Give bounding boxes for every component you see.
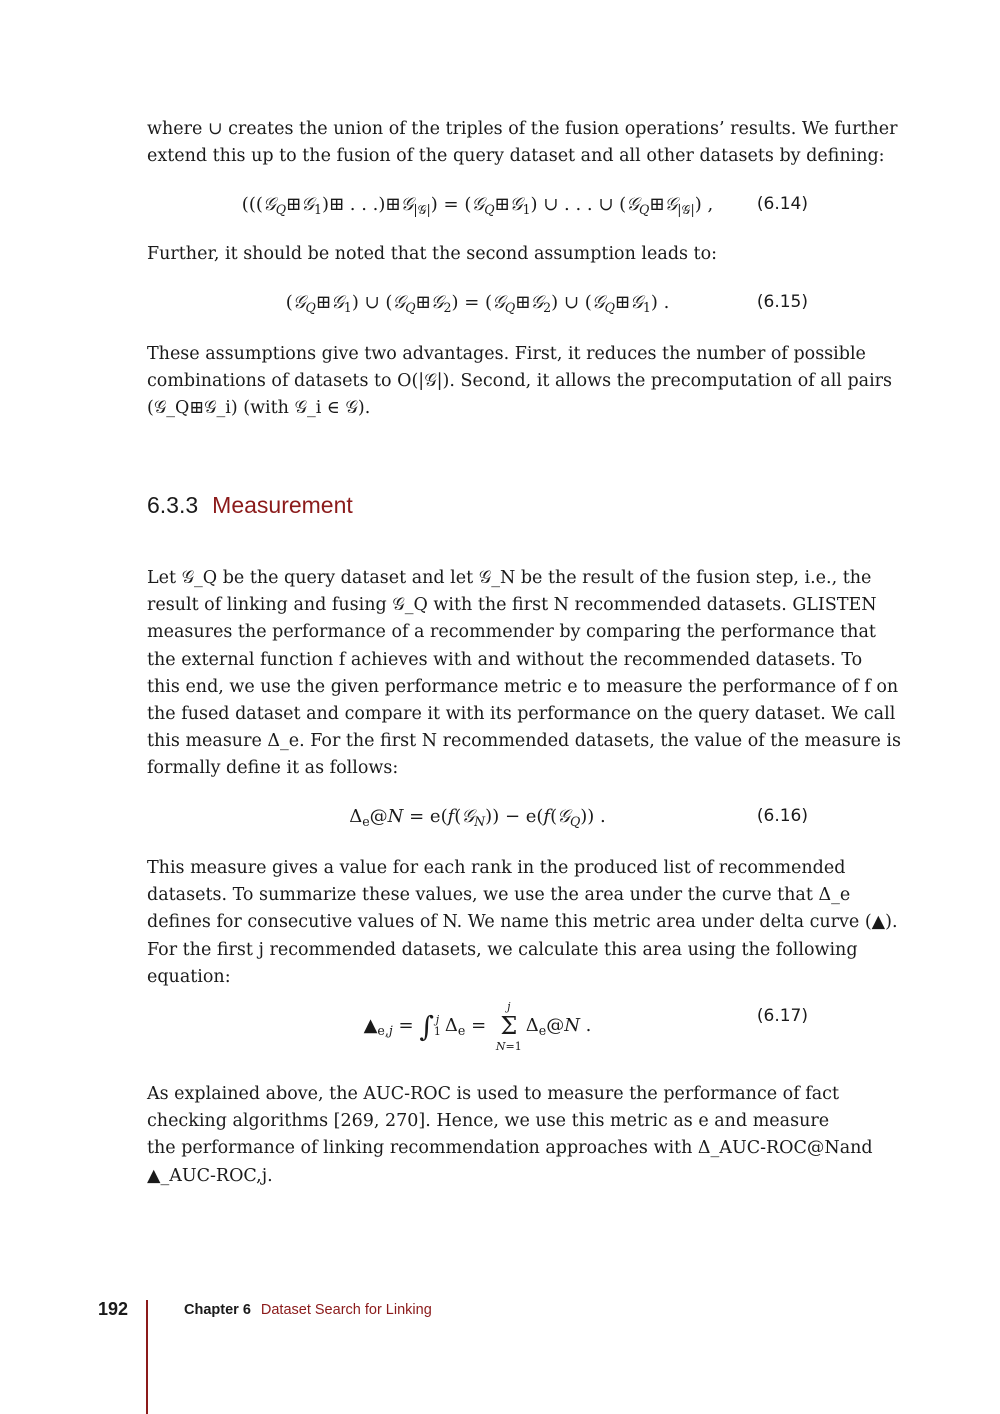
text-line: (𝒢_Q⊞𝒢_i) (with 𝒢_i ∈ 𝒢). bbox=[147, 398, 371, 419]
footer-chapter bbox=[184, 1302, 432, 1318]
equation-6-17 bbox=[147, 998, 808, 1053]
chapter-label: Chapter 6 bbox=[184, 1302, 251, 1318]
summation-sign: j Σ N=1 bbox=[495, 1000, 522, 1053]
text-line: Further, it should be noted that the second assumption leads to: bbox=[147, 244, 718, 264]
paragraph-auc-roc bbox=[147, 1081, 873, 1190]
text-line: These assumptions give two advantages. First, it reduces the number of possible bbox=[147, 344, 866, 364]
section-number: 6.3.3 bbox=[147, 492, 199, 518]
equation-6-14 bbox=[147, 194, 808, 222]
text-line: where ∪ creates the union of the triples of the fusion operations’ results. We further bbox=[147, 119, 898, 139]
paragraph-area-under-curve bbox=[147, 855, 898, 991]
equation-6-16 bbox=[147, 806, 808, 834]
equation-number: (6.16) bbox=[756, 806, 808, 826]
paragraph-advantages bbox=[147, 341, 893, 423]
text-line: this measure Δ_e. For the first N recommended datasets, the value of the measure is bbox=[147, 731, 901, 752]
paragraph-second-assumption bbox=[147, 241, 808, 268]
equation-number: (6.17) bbox=[756, 1006, 808, 1026]
text-line: the performance of linking recommendation approaches with Δ_AUC-ROC@Nand bbox=[147, 1138, 873, 1159]
page-number: 192 bbox=[98, 1299, 129, 1319]
equation-body: (𝒢$_Q$⊞𝒢$_1$) ∪ (𝒢$_Q$⊞𝒢$_2$) = (𝒢$_Q$⊞𝒢$_2$) ∪ (𝒢$_Q$⊞𝒢$_1$) . bbox=[285, 292, 670, 315]
paragraph-measurement bbox=[147, 565, 901, 783]
text-line: checking algorithms [269, 270]. Hence, we use this metric as e and measure bbox=[147, 1111, 830, 1132]
equation-body: $\Delta_e@N$ = e(f(𝒢$_N$)) − e(f(𝒢$_Q$)) . bbox=[349, 806, 606, 829]
equation-number: (6.15) bbox=[756, 292, 808, 312]
equation-number: (6.14) bbox=[756, 194, 808, 214]
footer-rule bbox=[146, 1300, 148, 1414]
text-line: As explained above, the AUC-ROC is used to measure the performance of fact bbox=[147, 1084, 839, 1104]
text-line: equation: bbox=[147, 966, 231, 987]
equation-body: $▲_{e,j}$ = ∫ j 1 $\Delta_e = j$ Σ $N=1\Delta_e@N$ . bbox=[363, 1000, 592, 1053]
equation-6-15 bbox=[147, 292, 808, 320]
text-line: measures the performance of a recommender by comparing the performance that bbox=[147, 622, 876, 643]
section-heading bbox=[147, 492, 353, 519]
text-line: combinations of datasets to O(|𝒢|). Second, it allows the precomputation of all pairs bbox=[147, 371, 893, 392]
text-line: This measure gives a value for each rank in the produced list of recommended bbox=[147, 858, 846, 878]
text-line: defines for consecutive values of N. We name this metric area under delta curve (▲). bbox=[147, 912, 898, 933]
chapter-title: Dataset Search for Linking bbox=[260, 1302, 432, 1318]
text-line: formally define it as follows: bbox=[147, 758, 399, 779]
integral-sign: ∫ bbox=[419, 1009, 434, 1043]
text-line: Let 𝒢_Q be the query dataset and let 𝒢_N be the result of the fusion step, i.e., the bbox=[147, 568, 872, 588]
section-title: Measurement bbox=[212, 492, 353, 518]
text-line: extend this up to the fusion of the query dataset and all other datasets by defining: bbox=[147, 146, 885, 167]
text-line: ▲_AUC-ROC,j. bbox=[147, 1165, 273, 1186]
text-line: result of linking and fusing 𝒢_Q with the first N recommended datasets. GLISTEN bbox=[147, 595, 877, 616]
text-line: For the first j recommended datasets, we calculate this area using the following bbox=[147, 939, 858, 960]
text-line: the fused dataset and compare it with its performance on the query dataset. We call bbox=[147, 704, 896, 725]
paragraph-union-intro bbox=[147, 116, 898, 170]
text-line: datasets. To summarize these values, we use the area under the curve that Δ_e bbox=[147, 885, 851, 906]
text-line: the external function f achieves with and without the recommended datasets. To bbox=[147, 649, 863, 670]
text-line: this end, we use the given performance metric e to measure the performance of f on bbox=[147, 676, 899, 697]
equation-body: (((𝒢$_Q$⊞𝒢$_1$)⊞ . . .)⊞𝒢$_{|𝒢|}$) = (𝒢$_Q$⊞𝒢$_1$) ∪ . . . ∪ (𝒢$_Q$⊞𝒢$_{|𝒢|}$) , bbox=[241, 194, 714, 217]
